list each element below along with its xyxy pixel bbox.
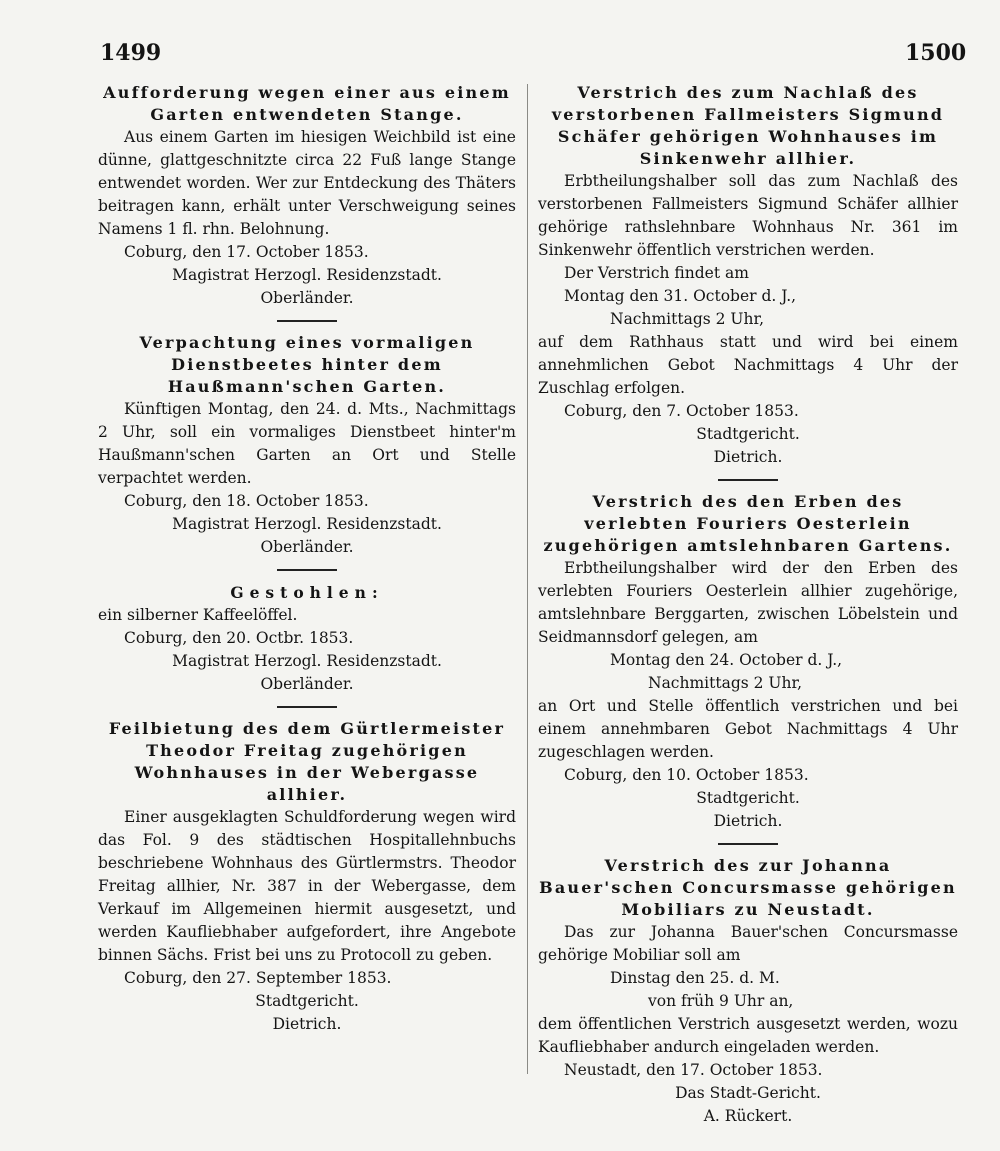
article-signature: Oberländer. (260, 675, 354, 693)
article-authority: Stadtgericht. (255, 992, 359, 1010)
article-stolen-pole (98, 82, 516, 310)
article-date: Coburg, den 10. October 1853. (564, 766, 809, 784)
separator-rule (277, 320, 337, 322)
separator-rule (277, 569, 337, 571)
separator-rule (718, 843, 778, 845)
article-date: Coburg, den 20. Octbr. 1853. (124, 629, 354, 647)
article-signature: Oberländer. (260, 289, 354, 307)
article-body: Künftigen Montag, den 24. d. Mts., Nachmittags 2 Uhr, soll ein vormaliges Dienstbeet hinter'm Haußmann'schen Garten an Ort und Stelle verpachtet werden. (98, 400, 516, 487)
left-column (98, 82, 516, 1036)
article-signature: A. Rückert. (703, 1107, 793, 1125)
right-column (538, 82, 958, 1128)
article-body: Erbtheilungshalber wird der den Erben des verlebten Fouriers Oesterlein allhier zugehörige, amtslehnbare Berggarten, zwischen Löbelstein und Seidmannsdorf gelegen, am (538, 559, 958, 646)
article-date: Neustadt, den 17. October 1853. (564, 1061, 823, 1079)
article-body-final: auf dem Rathhaus statt und wird bei einem annehmlichen Gebot Nachmittags 4 Uhr der Zuschlag erfolgen. (538, 333, 958, 397)
article-title: Gestohlen: (230, 583, 384, 602)
article-bauer-furniture (538, 855, 958, 1128)
article-title: Verstrich des zum Nachlaß des verstorbenen Fallmeisters Sigmund Schäfer gehörigen Wohnhauses im Sinkenwehr allhier. (551, 83, 945, 168)
article-date: Coburg, den 7. October 1853. (564, 402, 799, 420)
article-body: Das zur Johanna Bauer'schen Concursmasse gehörige Mobiliar soll am (538, 923, 958, 964)
article-title: Feilbietung des dem Gürtlermeister Theodor Freitag zugehörigen Wohnhauses in der Webergasse allhier. (108, 719, 506, 804)
article-authority: Magistrat Herzogl. Residenzstadt. (172, 266, 442, 284)
article-auction-date: Dinstag den 25. d. M. (610, 969, 780, 987)
separator-rule (718, 479, 778, 481)
article-signature: Dietrich. (713, 448, 783, 466)
article-house-sale (98, 718, 516, 1036)
article-body-final: dem öffentlichen Verstrich ausgesetzt werden, wozu Kaufliebhaber andurch eingeladen werden. (538, 1015, 958, 1056)
article-date: Coburg, den 17. October 1853. (124, 243, 369, 261)
article-signature: Dietrich. (272, 1015, 342, 1033)
article-date: Coburg, den 27. September 1853. (124, 969, 392, 987)
article-authority: Das Stadt-Gericht. (675, 1084, 821, 1102)
page-number-right: 1500 (905, 40, 967, 66)
page-number-left: 1499 (100, 40, 162, 66)
article-authority: Magistrat Herzogl. Residenzstadt. (172, 515, 442, 533)
article-title: Verpachtung eines vormaligen Dienstbeetes hinter dem Haußmann'schen Garten. (139, 333, 475, 396)
article-oesterlein-garden (538, 491, 958, 833)
separator-rule (277, 706, 337, 708)
article-title: Verstrich des zur Johanna Bauer'schen Concursmasse gehörigen Mobiliars zu Neustadt. (539, 856, 957, 919)
article-title: Verstrich des den Erben des verlebten Fouriers Oesterlein zugehörigen amtslehnbaren Gartens. (543, 492, 953, 555)
article-authority: Magistrat Herzogl. Residenzstadt. (172, 652, 442, 670)
article-body: Einer ausgeklagten Schuldforderung wegen wird das Fol. 9 des städtischen Hospitallehnbuchs beschriebene Wohnhaus des Gürtlermstrs. Theodor Freitag allhier, Nr. 387 in der Webergasse, dem Verkauf im Allgemeinen hiermit ausgesetzt, und werden Kaufliebhaber aufgefordert, ihre Angebote binnen Sächs. Frist bei uns zu Protocoll zu geben. (98, 808, 516, 964)
article-signature: Dietrich. (713, 812, 783, 830)
article-date: Coburg, den 18. October 1853. (124, 492, 369, 510)
column-divider (527, 84, 528, 1074)
article-auction-time: von früh 9 Uhr an, (648, 992, 794, 1010)
article-authority: Stadtgericht. (696, 789, 800, 807)
article-title: Aufforderung wegen einer aus einem Garten entwendeten Stange. (103, 83, 511, 124)
article-body: Aus einem Garten im hiesigen Weichbild ist eine dünne, glattgeschnitzte circa 22 Fuß lange Stange entwendet worden. Wer zur Entdeckung des Thäters beitragen kann, erhält unter Verschweigung seines Namens 1 fl. rhn. Belohnung. (98, 128, 516, 238)
article-auction-time: Nachmittags 2 Uhr, (610, 310, 765, 328)
article-body-continued: Der Verstrich findet am (564, 264, 749, 282)
article-auction-date: Montag den 24. October d. J., (610, 651, 843, 669)
article-body-final: an Ort und Stelle öffentlich verstrichen und bei einem annehmbaren Gebot Nachmittags 4 Uhr zugeschlagen werden. (538, 697, 958, 761)
article-lease-garden-bed (98, 332, 516, 559)
article-body: ein silberner Kaffeelöffel. (98, 606, 298, 624)
article-auction-date: Montag den 31. October d. J., (564, 287, 797, 305)
article-body: Erbtheilungshalber soll das zum Nachlaß des verstorbenen Fallmeisters Sigmund Schäfer allhier gehörige rathslehnbare Wohnhaus Nr. 361 im Sinkenwehr öffentlich verstrichen werden. (538, 172, 958, 259)
article-auction-time: Nachmittags 2 Uhr, (648, 674, 803, 692)
article-stolen-spoon (98, 581, 516, 696)
article-authority: Stadtgericht. (696, 425, 800, 443)
article-schaefer-house (538, 82, 958, 469)
article-signature: Oberländer. (260, 538, 354, 556)
